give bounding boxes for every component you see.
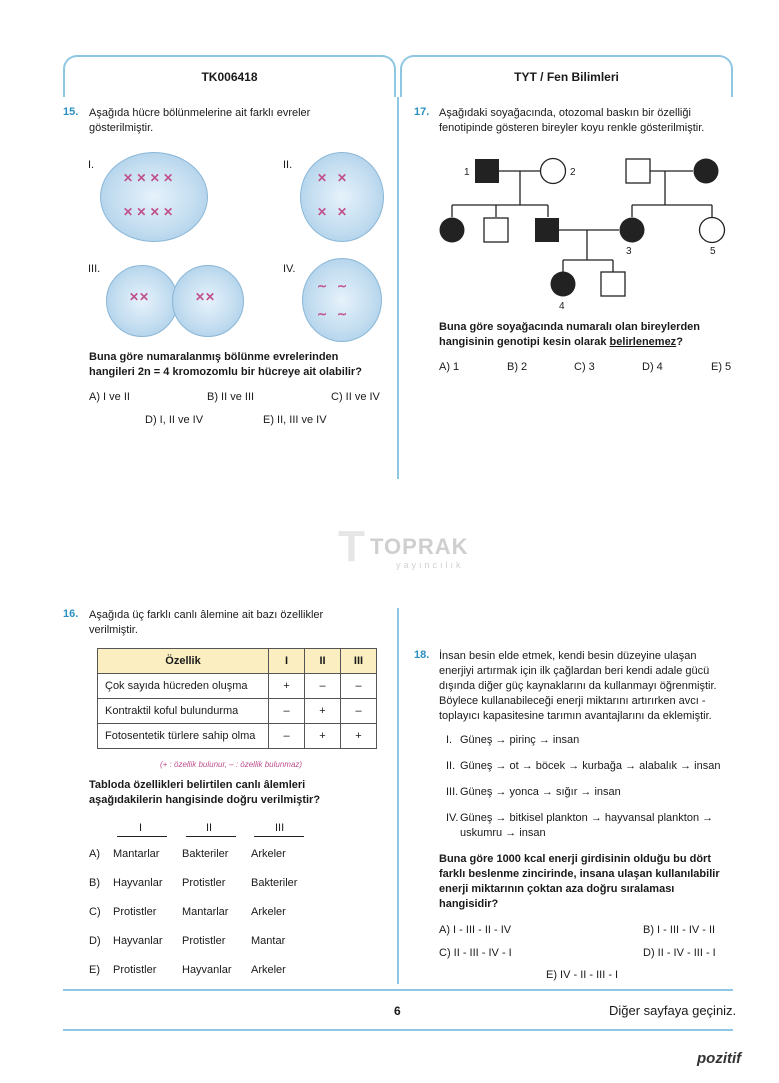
q16-option-e-ii: Hayvanlar (182, 964, 232, 976)
pedigree-chart (420, 150, 740, 320)
chromosome-row-icon: ✕ ✕ (317, 205, 348, 219)
pedigree-female-affected (440, 218, 465, 243)
q17-question-1: Buna göre soyağacında numaralı olan bireylerden (439, 321, 701, 333)
q16-col-head-i: I (139, 822, 143, 834)
col-head-rule (117, 836, 167, 837)
pedigree-label-5: 5 (710, 246, 716, 257)
pedigree-label-3: 3 (626, 246, 632, 257)
q15-number: 15. (63, 106, 79, 118)
table-row (98, 674, 377, 699)
cell-image-1 (100, 152, 208, 242)
q16-col-head-iii: III (275, 822, 285, 834)
q16-option-a-i: Mantarlar (113, 848, 160, 860)
q18-number: 18. (414, 649, 430, 661)
table-cell: – (269, 699, 305, 724)
header-left-box (63, 55, 396, 97)
q15-question-1: Buna göre numaralanmış bölünme evrelerinden (89, 351, 339, 363)
cell-image-4 (302, 258, 382, 342)
col-head-rule (254, 836, 304, 837)
pedigree-label-4: 4 (559, 301, 565, 312)
q16-option-c-letter[interactable]: C) (89, 906, 101, 918)
q16-option-c-iii: Arkeler (251, 906, 286, 918)
table-cell: + (305, 699, 341, 724)
q18-stem-4: Böylece kullanabileceği enerji miktarını artırırken avcı - (439, 695, 706, 707)
pedigree-female-affected (620, 218, 645, 243)
q17-question-2 (439, 335, 683, 350)
q15-question-2: hangileri 2n = 4 kromozomlu bir hücreye ait olabilir? (89, 366, 362, 378)
table-cell: + (341, 724, 377, 749)
watermark-brand: TOPRAK (370, 534, 469, 559)
q17-option-a[interactable]: A) 1 (439, 361, 460, 373)
chromosome-row-icon: ✕ ✕ ✕ ✕ (123, 171, 174, 185)
q18-chain-4-cont: uskumru → insan (460, 827, 546, 839)
q16-option-e-iii: Arkeler (251, 964, 286, 976)
q16-option-d-i: Hayvanlar (113, 935, 163, 947)
cell-image-3a (106, 265, 178, 337)
table-header-iii: III (341, 649, 377, 674)
pedigree-female-unaffected (700, 218, 725, 243)
feature-table (97, 648, 377, 749)
q18-chain-4: Güneş → bitkisel plankton → hayvansal plankton → (460, 812, 714, 824)
chromosome-row-icon: ∼ ∼ (317, 307, 348, 321)
watermark-logo (334, 520, 474, 580)
q16-option-c-ii: Mantarlar (182, 906, 229, 918)
q18-question-4: hangisidir? (439, 898, 499, 910)
pozitif-logo: pozitif (697, 1050, 742, 1067)
table-row (98, 699, 377, 724)
chromosome-icon: ✕✕ (129, 290, 150, 304)
q16-option-b-i: Hayvanlar (113, 877, 163, 889)
q16-question-2: aşağıdakilerin hangisinde doğru verilmiştir? (89, 794, 321, 806)
table-cell: + (269, 674, 305, 699)
page-number: 6 (394, 1004, 401, 1018)
chromosome-row-icon: ✕ ✕ ✕ ✕ (123, 205, 174, 219)
q18-chain-4-label: IV. (446, 812, 459, 824)
q15-label-2: II. (283, 159, 293, 171)
q18-question-1: Buna göre 1000 kcal enerji girdisinin olduğu bu dört (439, 853, 711, 865)
column-divider-top (397, 97, 399, 479)
pedigree-female-affected (551, 272, 576, 297)
chromosome-row-icon: ✕ ✕ (317, 171, 348, 185)
q18-option-e[interactable]: E) IV - II - III - I (546, 969, 619, 981)
q18-option-a[interactable]: A) I - III - II - IV (439, 924, 512, 936)
exam-code: TK006418 (201, 70, 258, 84)
header-right-box (400, 55, 733, 97)
table-cell: – (305, 674, 341, 699)
next-page-note: Diğer sayfaya geçiniz. (609, 1003, 737, 1018)
q17-option-e[interactable]: E) 5 (711, 361, 732, 373)
cell-image-3b (172, 265, 244, 337)
q18-stem-2: enerjiyi artırmak için ilk çağlardan beri kendi adale gücü (439, 665, 710, 677)
q17-option-c[interactable]: C) 3 (574, 361, 595, 373)
q18-chain-3-label: III. (446, 786, 459, 798)
q17-stem-1: Aşağıdaki soyağacında, otozomal baskın bir özelliği (439, 107, 691, 119)
q18-option-d[interactable]: D) II - IV - III - I (643, 947, 716, 959)
q16-col-head-ii: II (206, 822, 213, 834)
watermark-sub: yayıncılık (396, 560, 464, 570)
subject-title: TYT / Fen Bilimleri (514, 70, 619, 84)
q16-option-b-ii: Protistler (182, 877, 226, 889)
q15-label-3: III. (88, 263, 101, 275)
table-row (98, 724, 377, 749)
q17-question-2b: ? (676, 336, 683, 348)
chromosome-row-icon: ∼ ∼ (317, 279, 348, 293)
q15-label-1: I. (88, 159, 95, 171)
q16-option-d-iii: Mantar (251, 935, 286, 947)
pedigree-male-affected (535, 218, 559, 242)
q18-chain-2: Güneş → ot → böcek → kurbağa → alabalık → insan (460, 760, 721, 772)
q16-stem-2: verilmiştir. (89, 624, 138, 636)
table-header-feature: Özellik (98, 649, 269, 674)
pedigree-male-unaffected (626, 159, 650, 183)
q16-table-note: (+ : özellik bulunur, – : özellik bulunmaz) (160, 760, 303, 769)
table-cell: – (341, 674, 377, 699)
pedigree-female-unaffected (541, 159, 566, 184)
pedigree-label-2: 2 (570, 167, 576, 178)
q17-number: 17. (414, 106, 430, 118)
column-divider-bottom (397, 608, 399, 984)
q16-number: 16. (63, 608, 79, 620)
pedigree-male-unaffected (601, 272, 625, 296)
pedigree-female-affected (694, 159, 719, 184)
q16-option-b-iii: Bakteriler (251, 877, 298, 889)
q15-stem-2: gösterilmiştir. (89, 122, 154, 134)
q17-option-b[interactable]: B) 2 (507, 361, 528, 373)
q18-chain-2-label: II. (446, 760, 456, 772)
q18-chain-3: Güneş → yonca → sığır → insan (460, 786, 621, 798)
table-cell: – (341, 699, 377, 724)
footer-rule-bottom (63, 1029, 733, 1031)
q16-option-a-iii: Arkeler (251, 848, 286, 860)
table-header-row (98, 649, 377, 674)
q18-stem-5: toplayıcı kapasitesine tarımın avantajlarını da eklemiştir. (439, 710, 712, 722)
q15-option-e[interactable]: E) II, III ve IV (263, 414, 327, 426)
q15-option-c[interactable]: C) II ve IV (331, 391, 380, 403)
watermark-t-icon: T (338, 522, 365, 571)
q18-question-2: farklı beslenme zincirinde, insana ulaşan kullanılabilir (439, 868, 720, 880)
table-header-i: I (269, 649, 305, 674)
q18-option-b[interactable]: B) I - III - IV - II (643, 924, 716, 936)
q18-stem-1: İnsan besin elde etmek, kendi besin düzeyine ulaşan (439, 650, 697, 662)
q18-question-3: enerji miktarının çoktan aza doğru sıralaması (439, 883, 675, 895)
table-cell: + (305, 724, 341, 749)
col-head-rule (186, 836, 236, 837)
q18-chain-1-label: I. (446, 734, 453, 746)
cell-image-2 (300, 152, 384, 242)
q15-label-4: IV. (283, 263, 296, 275)
q17-stem-2: fenotipinde gösteren bireyler koyu renkle gösterilmiştir. (439, 122, 705, 134)
q16-option-e-letter[interactable]: E) (89, 964, 100, 976)
q16-option-a-ii: Bakteriler (182, 848, 229, 860)
q18-chain-1: Güneş → pirinç → insan (460, 734, 580, 746)
table-cell: Kontraktil koful bulundurma (98, 699, 269, 724)
pedigree-male-affected (475, 159, 499, 183)
q16-option-a-letter[interactable]: A) (89, 848, 100, 860)
table-header-ii: II (305, 649, 341, 674)
q15-option-b[interactable]: B) II ve III (207, 391, 255, 403)
q15-stem-1: Aşağıda hücre bölünmelerine ait farklı evreler (89, 107, 311, 119)
q16-stem-1: Aşağıda üç farklı canlı âlemine ait bazı özellikler (89, 609, 324, 621)
q15-option-a[interactable]: A) I ve II (89, 391, 130, 403)
pedigree-label-1: 1 (464, 167, 470, 178)
q18-stem-3: dışında diğer güç kaynaklarını da kullanmayı öğrenmiştir. (439, 680, 717, 692)
table-cell: Fotosentetik türlere sahip olma (98, 724, 269, 749)
q16-option-e-i: Protistler (113, 964, 157, 976)
q17-question-underline: belirlenemez (609, 336, 677, 348)
footer-rule-top (63, 989, 733, 991)
q16-option-b-letter[interactable]: B) (89, 877, 100, 889)
table-cell: – (269, 724, 305, 749)
q17-option-d[interactable]: D) 4 (642, 361, 663, 373)
chromosome-icon: ✕✕ (195, 290, 216, 304)
q16-option-d-letter[interactable]: D) (89, 935, 101, 947)
q16-question-1: Tabloda özellikleri belirtilen canlı âlemleri (89, 779, 306, 791)
table-cell: Çok sayıda hücreden oluşma (98, 674, 269, 699)
q15-option-d[interactable]: D) I, II ve IV (145, 414, 204, 426)
q18-option-c[interactable]: C) II - III - IV - I (439, 947, 512, 959)
q17-question-2a: hangisinin genotipi kesin olarak (439, 336, 610, 348)
q16-option-c-i: Protistler (113, 906, 157, 918)
pedigree-male-unaffected (484, 218, 508, 242)
q16-option-d-ii: Protistler (182, 935, 226, 947)
